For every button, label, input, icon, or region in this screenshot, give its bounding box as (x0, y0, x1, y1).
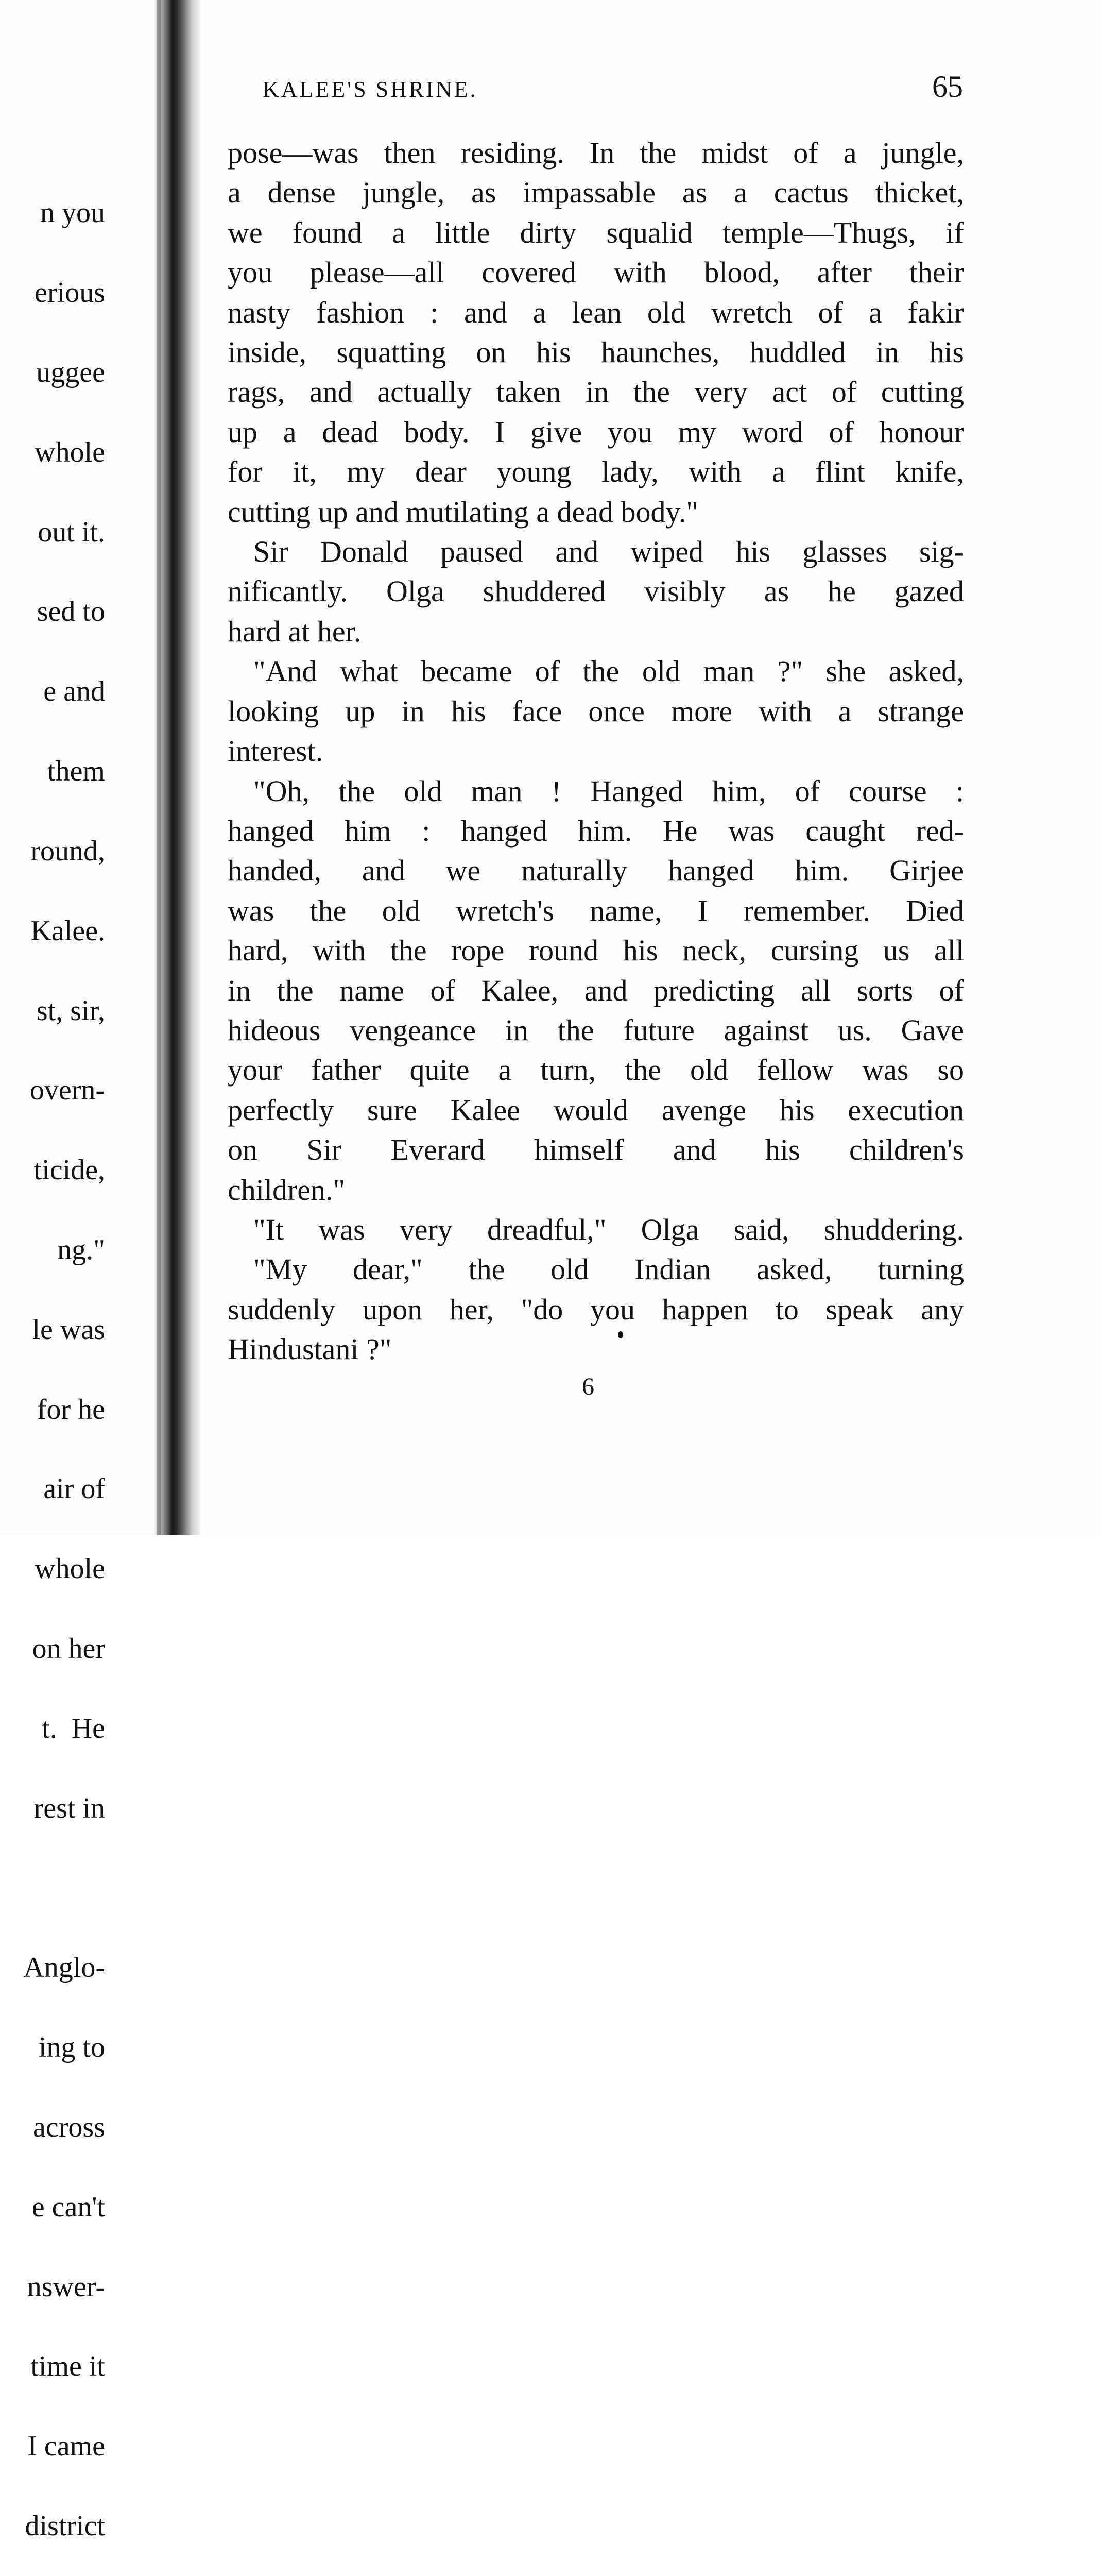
left-line: out it. (38, 516, 105, 548)
left-line: on her (32, 1633, 105, 1665)
body-text (228, 133, 964, 1369)
left-line: e and (43, 675, 105, 708)
text-line: "Oh, the old man ! Hanged him, of course : (253, 774, 964, 808)
left-line: e can't (31, 2191, 105, 2223)
text-line: cutting up and mutilating a dead body." (228, 495, 698, 529)
text-line: looking up in his face once more with a strange (228, 694, 964, 728)
left-line: st, sir, (36, 994, 105, 1027)
text-line: was the old wretch's name, I remember. Died (228, 893, 964, 927)
left-line: ticide, (33, 1154, 105, 1187)
left-line: ing to (38, 2031, 105, 2064)
left-line: I came (27, 2430, 105, 2463)
paragraph (228, 651, 964, 771)
left-line: overn- (29, 1074, 105, 1107)
left-line: whole (35, 1553, 105, 1585)
text-line: inside, squatting on his haunches, huddled in his (228, 335, 964, 369)
left-line: whole (35, 436, 105, 468)
text-line: Hindustani ?" (228, 1332, 392, 1366)
text-line: handed, and we naturally hanged him. Girjee (228, 854, 964, 888)
paragraph (228, 771, 964, 1210)
left-line: erious (35, 277, 105, 309)
paragraph (228, 1249, 964, 1369)
text-line: a dense jungle, as impassable as a cactus thicket, (228, 176, 964, 210)
left-line: air of (43, 1473, 105, 1505)
text-line: hanged him : hanged him. He was caught red- (228, 814, 964, 848)
paragraph (228, 532, 964, 651)
text-line: "It was very dreadful," Olga said, shuddering. (253, 1212, 964, 1246)
left-line: time it (30, 2350, 105, 2383)
text-line: you please—all covered with blood, after their (228, 256, 964, 290)
paragraph (228, 133, 964, 532)
left-line: them (47, 755, 105, 788)
text-line: in the name of Kalee, and predicting all sorts of (228, 973, 964, 1007)
text-line: suddenly upon her, "do you happen to speak any (228, 1292, 964, 1326)
left-line: round, (30, 835, 105, 867)
left-line: Kalee. (30, 914, 105, 947)
text-line: nasty fashion : and a lean old wretch of a fakir (228, 295, 964, 329)
text-line: "My dear," the old Indian asked, turning (253, 1252, 964, 1286)
left-line: Anglo- (23, 1952, 105, 1984)
text-line: pose—was then residing. In the midst of a jungle, (228, 136, 964, 170)
text-line: on Sir Everard himself and his children's (228, 1133, 964, 1167)
left-line: n you (40, 197, 105, 229)
text-line: we found a little dirty squalid temple—Thugs, if (228, 215, 964, 249)
text-line: perfectly sure Kalee would avenge his execution (228, 1093, 964, 1127)
text-line: hard, with the rope round his neck, cursing us all (228, 934, 964, 968)
text-line: children." (228, 1173, 346, 1207)
left-line: nswer- (27, 2270, 105, 2303)
page-number: 65 (932, 70, 963, 104)
left-line: ng." (57, 1233, 105, 1266)
left-line: for he (37, 1393, 105, 1426)
ink-speck (618, 1331, 623, 1338)
text-line: up a dead body. I give you my word of honour (228, 415, 964, 449)
left-line: sed to (37, 596, 105, 628)
left-line: uggee (36, 357, 105, 389)
text-line: hard at her. (228, 614, 362, 648)
signature-mark: 6 (582, 1373, 594, 1400)
running-head: KALEE'S SHRINE. (263, 77, 478, 102)
previous-page-text (0, 154, 105, 2576)
paragraph (228, 1210, 964, 1249)
left-line: rest in (33, 1792, 105, 1824)
page-edge-line (157, 0, 161, 1535)
text-line: rags, and actually taken in the very act of cutting (228, 375, 964, 409)
text-line: Sir Donald paused and wiped his glasses sig- (253, 535, 964, 569)
text-line: for it, my dear young lady, with a flint knife, (228, 455, 964, 489)
text-line: nificantly. Olga shuddered visibly as he gazed (228, 574, 964, 608)
book-gutter-shadow (154, 0, 201, 1535)
left-line: le was (32, 1313, 105, 1346)
text-line: "And what became of the old man ?" she asked, (253, 654, 964, 688)
text-line: your father quite a turn, the old fellow was so (228, 1053, 964, 1087)
previous-page-fragment (0, 0, 154, 2542)
text-line: interest. (228, 734, 323, 768)
left-line: across (33, 2111, 105, 2143)
left-line: t. He (42, 1712, 105, 1744)
text-line: hideous vengeance in the future against us. Gave (228, 1013, 964, 1047)
left-line: district (25, 2510, 105, 2542)
